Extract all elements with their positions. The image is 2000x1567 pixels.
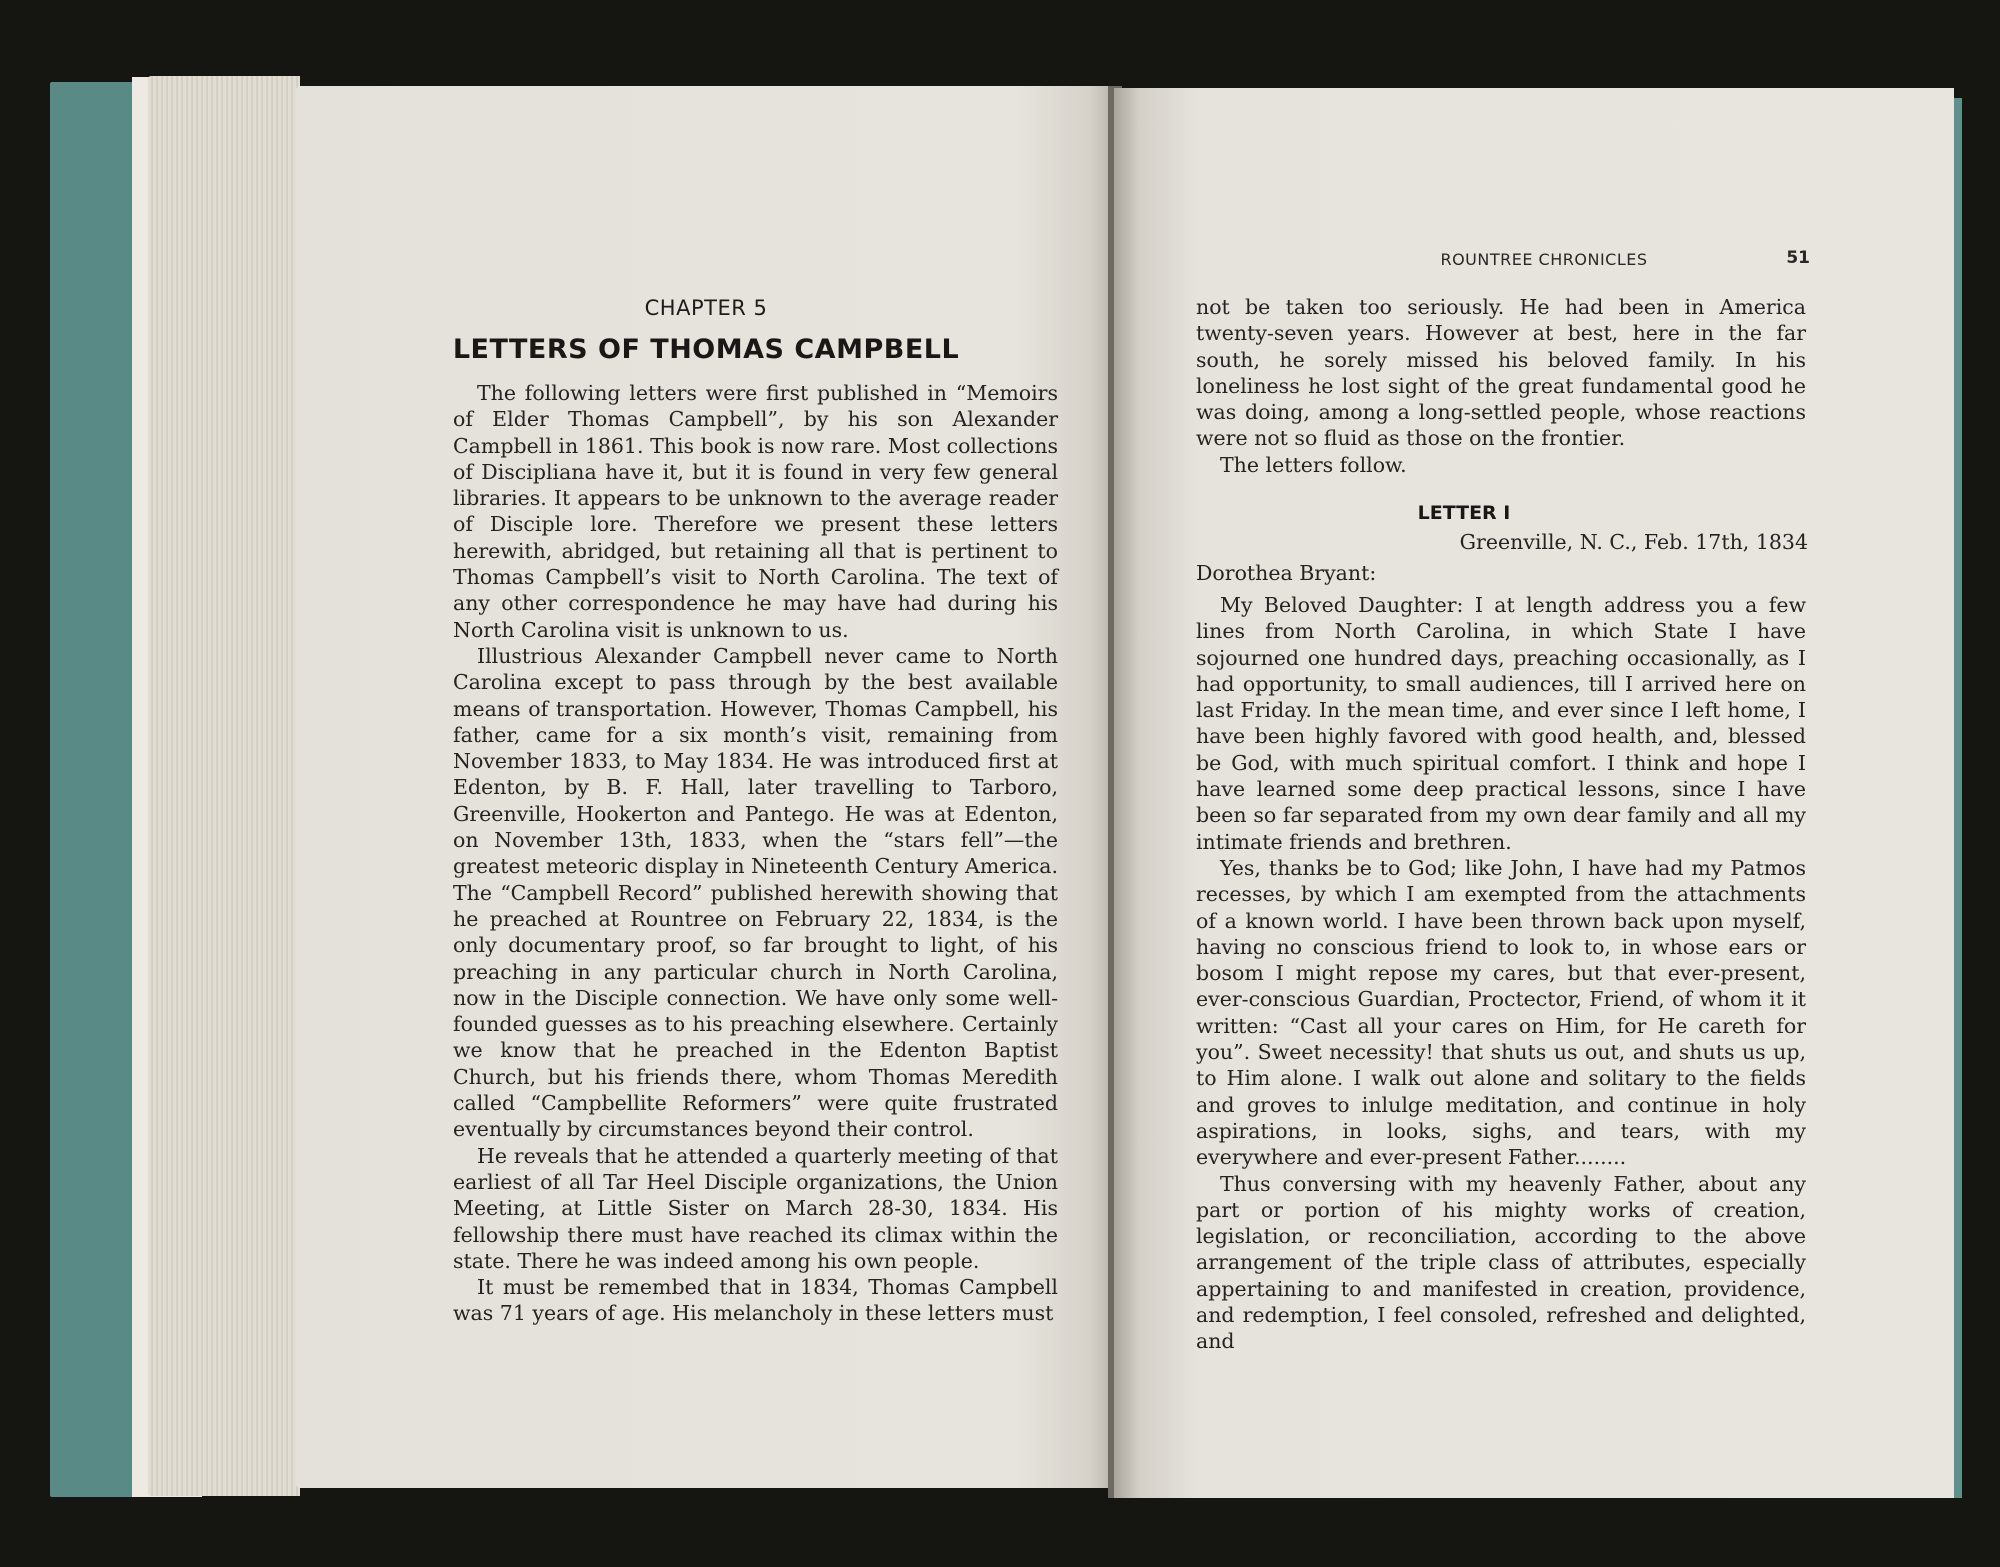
paragraph: He reveals that he attended a quarterly meeting of that earliest of all Tar Heel Disciple organizations, the Union Meeting, at Little Sister on March 28-30, 1834. His fellowship there must have reached its climax within the state. There he was indeed among his own people. (453, 1143, 1058, 1273)
chapter-title: LETTERS OF THOMAS CAMPBELL (452, 334, 960, 365)
right-page (1114, 88, 1954, 1498)
paragraph: Thus conversing with my heavenly Father, about any part or portion of his mighty works of creation, legislation, or reconciliation, according to the above arrangement of the triple class of attributes, especially appertaining to and manifested in creation, providence, and redemption, I feel consoled, refreshed and delighted, and (1196, 1171, 1806, 1354)
running-head: ROUNTREE CHRONICLES (1440, 250, 1648, 269)
paragraph: Yes, thanks be to God; like John, I have had my Patmos recesses, by which I am exempted from the attachments of a known world. I have been thrown back upon myself, having no conscious friend to look to, in whose ears or bosom I might repose my cares, but that ever-present, ever-conscious Guardian, Proctector, Friend, of whom it it written: “Cast all your cares on Him, for He careth for you”. Sweet necessity! that shuts us out, and shuts us up, to Him alone. I walk out alone and solitary to the fields and groves to inlulge meditation, and continue in holy aspirations, in looks, sighs, and tears, with my everywhere and ever-present Father........ (1196, 855, 1806, 1170)
paragraph: The following letters were first published in “Memoirs of Elder Thomas Campbell”, by his son Alexander Campbell in 1861. This book is now rare. Most collections of Discipliana have it, but it is found in very few general libraries. It appears to be unknown to the average reader of Disciple lore. Therefore we present these letters herewith, abridged, but retaining all that is pertinent to Thomas Campbell’s visit to North Carolina. The text of any other correspondence he may have had during his North Carolina visit is unknown to us. (453, 381, 1058, 642)
chapter-label: CHAPTER 5 (644, 296, 768, 320)
letter-salutation: Dorothea Bryant: (1196, 561, 1377, 585)
letter-heading: LETTER I (1417, 502, 1511, 524)
page-stack-edge (148, 76, 300, 1496)
page-number: 51 (1786, 248, 1810, 268)
paragraph: My Beloved Daughter: I at length address you a few lines from North Carolina, in which State I have sojourned one hundred days, preaching occasionally, as I had opportunity, to small audiences, till I arrived here on last Friday. In the mean time, and ever since I left home, I have been highly favored with good health, and, blessed be God, with much spiritual comfort. I think and hope I have learned some deep practical lessons, since I have been so far separated from my own dear family and all my intimate friends and brethren. (1196, 593, 1806, 854)
paragraph: It must be remembed that in 1834, Thomas Campbell was 71 years of age. His melancholy in these letters must (453, 1275, 1058, 1326)
letter-body (1196, 592, 1806, 1355)
letter-dateline: Greenville, N. C., Feb. 17th, 1834 (1459, 530, 1808, 554)
left-page (296, 86, 1114, 1488)
left-page-body (453, 380, 1058, 1327)
paragraph: not be taken too seriously. He had been in America twenty-seven years. However at best, here in the far south, he sorely missed his beloved family. In his loneliness he lost sight of the great fundamental good he was doing, among a long-settled people, whose reactions were not so fluid as those on the frontier. (1196, 295, 1806, 451)
paragraph: Illustrious Alexander Campbell never came to North Carolina except to pass through by the best available means of transportation. However, Thomas Campbell, his father, came for a six month’s visit, remaining from November 1833, to May 1834. He was introduced first at Edenton, by B. F. Hall, later travelling to Tarboro, Greenville, Hookerton and Pantego. He was at Edenton, on November 13th, 1833, when the “stars fell”—the greatest meteoric display in Nineteenth Century America. The “Campbell Record” published herewith showing that he preached at Rountree on February 22, 1834, is the only documentary proof, so far brought to light, of his preaching in any particular church in North Carolina, now in the Disciple connection. We have only some well-founded guesses as to his preaching elsewhere. Certainly we know that he preached in the Edenton Baptist Church, but his friends there, whom Thomas Meredith called “Campbellite Reformers” were quite frustrated eventually by circumstances beyond their control. (453, 643, 1058, 1142)
right-page-continuation (1196, 294, 1806, 478)
paragraph: The letters follow. (1220, 452, 1407, 477)
